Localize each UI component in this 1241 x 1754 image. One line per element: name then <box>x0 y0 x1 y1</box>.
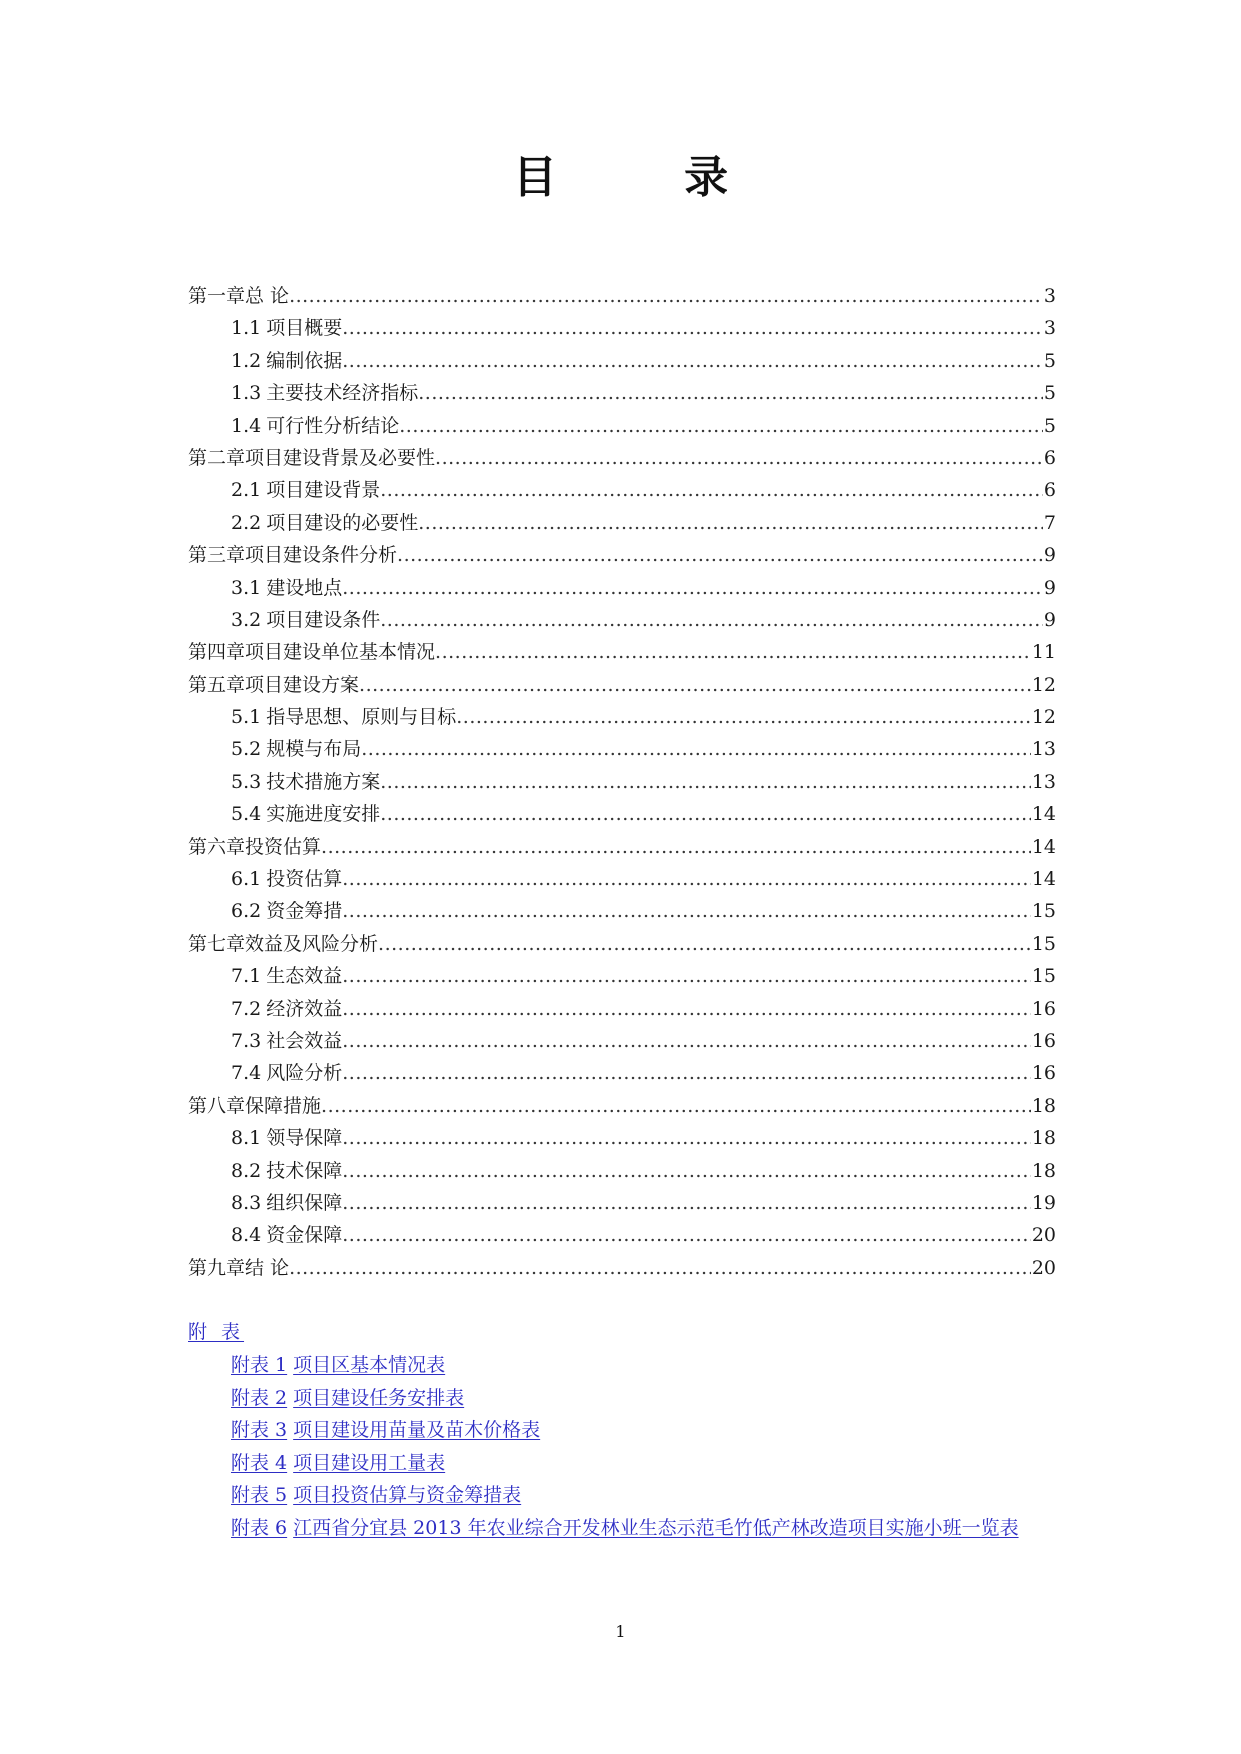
toc-chapter-entry[interactable] <box>188 442 1056 474</box>
toc-dot-leader <box>435 442 1043 474</box>
toc-entry-label: 技术保障 <box>266 1159 343 1182</box>
toc-section-entry[interactable] <box>188 410 1056 442</box>
toc-dot-leader <box>321 1090 1031 1122</box>
toc-section-entry[interactable] <box>188 377 1056 409</box>
toc-entry-number: 6.1 <box>231 868 262 891</box>
toc-dot-leader <box>342 1155 1031 1187</box>
toc-section-entry[interactable] <box>188 701 1056 733</box>
appendix-item-number: 附表 5 <box>231 1484 288 1507</box>
toc-section-entry[interactable] <box>188 345 1056 377</box>
appendix-item <box>188 1479 1058 1512</box>
toc-entry-label: 技术措施方案 <box>266 770 381 793</box>
appendix-item-label: 江西省分宜县 2013 年农业综合开发林业生态示范毛竹低产林改造项目实施小班一览表 <box>293 1516 1019 1539</box>
toc-dot-leader <box>342 1057 1031 1089</box>
toc-section-entry[interactable] <box>188 798 1056 830</box>
toc-entry-label: 领导保障 <box>266 1127 343 1150</box>
toc-entry-page: 6 <box>1043 479 1056 502</box>
appendix-item-link[interactable] <box>231 1354 445 1376</box>
toc-section-entry[interactable] <box>188 507 1056 539</box>
toc-dot-leader <box>342 312 1043 344</box>
appendix-item-link[interactable] <box>231 1387 464 1409</box>
toc-section-entry[interactable] <box>188 1219 1056 1251</box>
toc-chapter-entry[interactable] <box>188 831 1056 863</box>
toc-chapter-entry[interactable] <box>188 280 1056 312</box>
toc-entry-label: 投资估算 <box>266 868 343 891</box>
toc-dot-leader <box>399 410 1043 442</box>
toc-entry-number: 第一章 <box>188 285 246 307</box>
toc-chapter-entry[interactable] <box>188 669 1056 701</box>
toc-section-entry[interactable] <box>188 1187 1056 1219</box>
toc-entry-number: 5.3 <box>231 770 262 793</box>
appendix-item-link[interactable] <box>231 1419 540 1441</box>
toc-dot-leader <box>380 798 1031 830</box>
toc-entry-label: 项目建设的必要性 <box>266 511 419 534</box>
page-number: 1 <box>615 1622 626 1641</box>
toc-section-entry[interactable] <box>188 993 1056 1025</box>
toc-entry-number: 7.4 <box>231 1062 262 1085</box>
toc-dot-leader <box>456 701 1031 733</box>
appendix-section <box>188 1316 1058 1545</box>
toc-entry-page: 15 <box>1031 932 1056 955</box>
appendix-item <box>188 1382 1058 1415</box>
toc-dot-leader <box>342 993 1031 1025</box>
toc-entry-label: 主要技术经济指标 <box>266 382 419 405</box>
toc-entry-number: 第四章 <box>188 641 246 664</box>
toc-section-entry[interactable] <box>188 895 1056 927</box>
toc-chapter-entry[interactable] <box>188 636 1056 668</box>
toc-entry-number: 8.2 <box>231 1159 262 1182</box>
toc-entry-label: 项目建设背景 <box>266 479 381 502</box>
toc-entry-label: 规模与布局 <box>266 738 362 761</box>
toc-section-entry[interactable] <box>188 960 1056 992</box>
toc-entry-label: 总 论 <box>245 285 290 307</box>
toc-entry-page: 20 <box>1031 1224 1056 1247</box>
appendix-item-label: 项目建设任务安排表 <box>293 1386 465 1409</box>
toc-entry-number: 第二章 <box>188 446 246 469</box>
toc-dot-leader <box>342 572 1043 604</box>
toc-dot-leader <box>380 766 1031 798</box>
toc-dot-leader <box>342 1219 1031 1251</box>
toc-entry-label: 指导思想、原则与目标 <box>266 706 457 729</box>
appendix-item <box>188 1414 1058 1447</box>
toc-dot-leader <box>342 895 1031 927</box>
toc-entry-number: 第三章 <box>188 544 246 567</box>
toc-entry-number: 1.3 <box>231 382 262 405</box>
toc-entry-number: 6.2 <box>231 900 262 923</box>
toc-entry-page: 20 <box>1031 1256 1056 1279</box>
toc-dot-leader <box>361 733 1031 765</box>
toc-entry-number: 1.2 <box>231 349 262 372</box>
page-title: 目 录 <box>512 152 785 203</box>
toc-section-entry[interactable] <box>188 1155 1056 1187</box>
toc-section-entry[interactable] <box>188 572 1056 604</box>
toc-entry-page: 5 <box>1043 414 1056 437</box>
appendix-item-link[interactable] <box>231 1452 445 1474</box>
toc-entry-label: 风险分析 <box>266 1062 343 1085</box>
toc-section-entry[interactable] <box>188 604 1056 636</box>
appendix-item-number: 附表 3 <box>231 1419 288 1442</box>
toc-entry-label: 资金保障 <box>266 1224 343 1247</box>
toc-dot-leader <box>418 377 1043 409</box>
toc-entry-page: 5 <box>1043 349 1056 372</box>
toc-dot-leader <box>359 669 1031 701</box>
toc-entry-number: 第八章 <box>188 1094 246 1117</box>
toc-entry-page: 18 <box>1031 1159 1056 1182</box>
toc-section-entry[interactable] <box>188 863 1056 895</box>
toc-entry-label: 效益及风险分析 <box>245 932 379 955</box>
toc-entry-page: 18 <box>1031 1127 1056 1150</box>
toc-entry-number: 1.1 <box>231 317 262 340</box>
toc-entry-number: 8.3 <box>231 1191 262 1214</box>
toc-entry-number: 5.2 <box>231 738 262 761</box>
toc-dot-leader <box>342 863 1031 895</box>
toc-entry-label: 可行性分析结论 <box>266 414 400 437</box>
toc-entry-number: 2.1 <box>231 479 262 502</box>
toc-section-entry[interactable] <box>188 766 1056 798</box>
toc-entry-number: 1.4 <box>231 414 262 437</box>
toc-entry-label: 项目建设背景及必要性 <box>245 446 436 469</box>
toc-dot-leader <box>289 1252 1031 1284</box>
toc-entry-number: 3.1 <box>231 576 262 599</box>
appendix-item <box>188 1447 1058 1480</box>
toc-section-entry[interactable] <box>188 733 1056 765</box>
toc-entry-page: 15 <box>1031 965 1056 988</box>
toc-section-entry[interactable] <box>188 1122 1056 1154</box>
toc-entry-page: 9 <box>1043 608 1056 631</box>
toc-entry-number: 第九章 <box>188 1256 246 1279</box>
toc-entry-number: 第六章 <box>188 835 246 858</box>
toc-entry-label: 项目建设条件分析 <box>245 544 398 567</box>
toc-entry-label: 保障措施 <box>245 1094 322 1117</box>
toc-entry-number: 7.3 <box>231 1029 262 1052</box>
toc-chapter-entry[interactable] <box>188 1252 1056 1284</box>
toc-chapter-entry[interactable] <box>188 928 1056 960</box>
toc-entry-page: 9 <box>1043 544 1056 567</box>
toc-entry-page: 14 <box>1031 868 1056 891</box>
toc-dot-leader <box>418 507 1043 539</box>
toc-entry-page: 9 <box>1043 576 1056 599</box>
toc-entry-label: 结 论 <box>245 1256 290 1279</box>
appendix-item-label: 项目建设用工量表 <box>293 1451 446 1474</box>
toc-dot-leader <box>397 539 1043 571</box>
toc-entry-number: 5.1 <box>231 706 262 729</box>
toc-entry-label: 生态效益 <box>266 965 343 988</box>
toc-dot-leader <box>342 345 1043 377</box>
toc-entry-number: 8.4 <box>231 1224 262 1247</box>
toc-entry-page: 6 <box>1043 446 1056 469</box>
toc-dot-leader <box>378 928 1031 960</box>
toc-entry-number: 3.2 <box>231 608 262 631</box>
appendix-heading-link[interactable]: 附 表 <box>188 1321 245 1343</box>
appendix-item-number: 附表 2 <box>231 1386 288 1409</box>
toc-entry-page: 12 <box>1031 673 1056 696</box>
toc-entry-number: 第七章 <box>188 932 246 955</box>
toc-entry-page: 14 <box>1031 835 1056 858</box>
toc-chapter-entry[interactable] <box>188 1090 1056 1122</box>
appendix-item-number: 附表 4 <box>231 1451 288 1474</box>
toc-entry-label: 资金筹措 <box>266 900 343 923</box>
toc-entry-page: 7 <box>1043 511 1056 534</box>
toc-entry-label: 实施进度安排 <box>266 803 381 826</box>
toc-entry-page: 14 <box>1031 803 1056 826</box>
toc-section-entry[interactable] <box>188 312 1056 344</box>
toc-section-entry[interactable] <box>188 1025 1056 1057</box>
toc-dot-leader <box>380 604 1043 636</box>
appendix-list <box>188 1349 1058 1545</box>
toc-dot-leader <box>289 280 1043 312</box>
appendix-item <box>188 1512 1058 1545</box>
toc-entry-page: 3 <box>1043 285 1056 307</box>
toc-section-entry[interactable] <box>188 474 1056 506</box>
toc-entry-label: 项目建设方案 <box>245 673 360 696</box>
toc-entry-label: 组织保障 <box>266 1191 343 1214</box>
appendix-item-label: 项目区基本情况表 <box>293 1354 446 1376</box>
toc-entry-number: 7.2 <box>231 997 262 1020</box>
toc-entry-page: 13 <box>1031 770 1056 793</box>
toc-dot-leader <box>342 1122 1031 1154</box>
toc-dot-leader <box>435 636 1031 668</box>
toc-chapter-entry[interactable] <box>188 539 1056 571</box>
toc-entry-page: 19 <box>1031 1191 1056 1214</box>
toc-entry-number: 2.2 <box>231 511 262 534</box>
toc-entry-number: 5.4 <box>231 803 262 826</box>
toc-entry-label: 社会效益 <box>266 1029 343 1052</box>
appendix-item-label: 项目建设用苗量及苗木价格表 <box>293 1419 541 1442</box>
toc-dot-leader <box>342 960 1031 992</box>
toc-entry-page: 11 <box>1031 641 1056 664</box>
toc-entry-page: 15 <box>1031 900 1056 923</box>
toc-entry-page: 13 <box>1031 738 1056 761</box>
toc-entry-page: 16 <box>1031 997 1056 1020</box>
appendix-item-number: 附表 1 <box>231 1354 288 1376</box>
table-of-contents <box>188 280 1056 1284</box>
toc-entry-page: 18 <box>1031 1094 1056 1117</box>
appendix-item-link[interactable] <box>231 1484 521 1506</box>
toc-entry-page: 16 <box>1031 1062 1056 1085</box>
toc-entry-label: 项目概要 <box>266 317 343 340</box>
toc-entry-number: 7.1 <box>231 965 262 988</box>
toc-entry-page: 16 <box>1031 1029 1056 1052</box>
toc-section-entry[interactable] <box>188 1057 1056 1089</box>
toc-dot-leader <box>321 831 1031 863</box>
toc-entry-page: 12 <box>1031 706 1056 729</box>
appendix-item-number: 附表 6 <box>231 1516 288 1539</box>
toc-entry-label: 项目建设单位基本情况 <box>245 641 436 664</box>
toc-entry-label: 经济效益 <box>266 997 343 1020</box>
appendix-item-link[interactable] <box>231 1517 1019 1539</box>
toc-dot-leader <box>342 1187 1031 1219</box>
toc-entry-number: 8.1 <box>231 1127 262 1150</box>
toc-entry-number: 第五章 <box>188 673 246 696</box>
toc-entry-label: 投资估算 <box>245 835 322 858</box>
toc-entry-label: 项目建设条件 <box>266 608 381 631</box>
toc-entry-page: 5 <box>1043 382 1056 405</box>
toc-entry-label: 建设地点 <box>266 576 343 599</box>
toc-dot-leader <box>380 474 1043 506</box>
appendix-item-label: 项目投资估算与资金筹措表 <box>293 1484 522 1507</box>
appendix-item <box>188 1349 1058 1382</box>
toc-entry-label: 编制依据 <box>266 349 343 372</box>
toc-entry-page: 3 <box>1043 317 1056 340</box>
toc-dot-leader <box>342 1025 1031 1057</box>
